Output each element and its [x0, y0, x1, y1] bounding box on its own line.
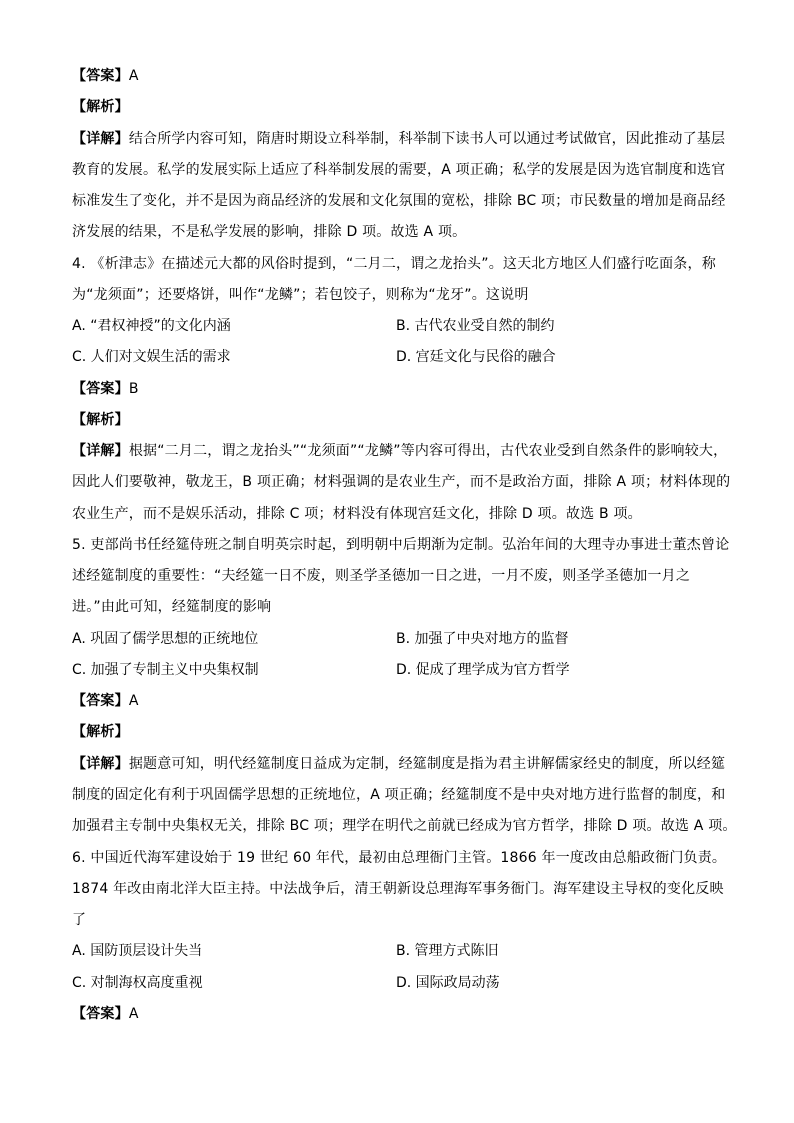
answer-value: B	[128, 381, 139, 397]
answer-tag: 【答案】	[72, 1006, 129, 1022]
detail-5-line-2: 制度的固定化有利于巩固儒学思想的正统地位，A 项正确；经筵制度不是中央对地方进行监督的制度，和	[72, 787, 726, 803]
answer-value: A	[128, 1006, 139, 1022]
question-5-option-b: B. 加强了中央对地方的监督	[396, 631, 569, 647]
answer-line-6	[72, 1004, 732, 1024]
analysis-tag: 【解析】	[72, 412, 129, 428]
answer-tag: 【答案】	[72, 693, 129, 709]
question-4-option-c: C. 人们对文娱生活的需求	[72, 349, 231, 365]
question-4-option-a: A. “君权神授”的文化内涵	[72, 318, 231, 334]
analysis-heading-3	[72, 97, 732, 117]
answer-line-3	[72, 66, 732, 86]
answer-line-5	[72, 691, 732, 711]
detail-5-line-1	[72, 754, 732, 774]
detail-text: 根据“二月二，谓之龙抬头”“龙须面”“龙鳞”等内容可得出，古代农业受到自然条件的影响较大，	[128, 443, 728, 459]
analysis-heading-5	[72, 722, 732, 742]
answer-line-4	[72, 379, 732, 399]
detail-tag: 【详解】	[72, 756, 129, 772]
detail-3-line-3: 标准发生了变化，并不是因为商品经济的发展和文化氛围的宽松，排除 BC 项；市民数量的增加是商品经	[72, 193, 726, 209]
detail-text: 结合所学内容可知，隋唐时期设立科举制，科举制下读书人可以通过考试做官，因此推动了基层	[128, 131, 726, 147]
question-5-option-d: D. 促成了理学成为官方哲学	[396, 662, 570, 678]
question-5-stem-line-2: 述经筵制度的重要性：“夫经筵一日不废，则圣学圣德加一日之进，一月不废，则圣学圣德加一月之	[72, 568, 691, 584]
question-4-option-b: B. 古代农业受自然的制约	[396, 318, 555, 334]
answer-tag: 【答案】	[72, 381, 129, 397]
answer-value: A	[128, 68, 139, 84]
detail-text: 据题意可知，明代经筵制度日益成为定制，经筵制度是指为君主讲解儒家经史的制度，所以经筵	[128, 756, 726, 772]
question-6-option-c: C. 对制海权高度重视	[72, 975, 203, 991]
question-5-option-c: C. 加强了专制主义中央集权制	[72, 662, 259, 678]
question-5-stem-line-3: 进。”由此可知，经筵制度的影响	[72, 599, 272, 615]
question-5-stem-line-1: 5. 吏部尚书任经筵侍班之制自明英宗时起，到明朝中后期渐为定制。弘治年间的大理寺办事进士董杰曾论	[72, 537, 730, 553]
detail-3-line-2: 教育的发展。私学的发展实际上适应了科举制发展的需要，A 项正确；私学的发展是因为选官制度和选官	[72, 162, 726, 178]
detail-tag: 【详解】	[72, 131, 129, 147]
question-4-stem-line-2: 为“龙须面”；还要烙饼，叫作“龙鳞”；若包饺子，则称为“龙牙”。这说明	[72, 287, 529, 303]
detail-4-line-1	[72, 441, 732, 461]
question-6-option-b: B. 管理方式陈旧	[396, 943, 499, 959]
detail-5-line-3: 加强君主专制中央集权无关，排除 BC 项；理学在明代之前就已经成为官方哲学，排除 D 项。故选 A 项。	[72, 818, 737, 834]
question-5-option-a: A. 巩固了儒学思想的正统地位	[72, 631, 259, 647]
question-6-stem-line-1: 6. 中国近代海军建设始于 19 世纪 60 年代，最初由总理衙门主管。1866 年一度改由总船政衙门负责。	[72, 850, 727, 866]
answer-value: A	[128, 693, 139, 709]
question-6-option-d: D. 国际政局动荡	[396, 975, 500, 991]
detail-3-line-4: 济发展的结果，不是私学发展的影响，排除 D 项。故选 A 项。	[72, 224, 467, 240]
question-6-option-a: A. 国防顶层设计失当	[72, 943, 203, 959]
question-4-option-d: D. 宫廷文化与民俗的融合	[396, 349, 556, 365]
detail-3-line-1	[72, 129, 732, 149]
analysis-tag: 【解析】	[72, 99, 129, 115]
answer-tag: 【答案】	[72, 68, 129, 84]
question-6-stem-line-3: 了	[72, 912, 87, 928]
analysis-tag: 【解析】	[72, 724, 129, 740]
analysis-heading-4	[72, 410, 732, 430]
question-6-stem-line-2: 1874 年改由南北洋大臣主持。中法战争后，清王朝新设总理海军事务衙门。海军建设主导权的变化反映	[72, 881, 724, 897]
detail-4-line-2: 因此人们要敬神，敬龙王，B 项正确；材料强调的是农业生产，而不是政治方面，排除 A 项；材料体现的	[72, 474, 731, 490]
detail-4-line-3: 农业生产，而不是娱乐活动，排除 C 项；材料没有体现宫廷文化，排除 D 项。故选 B 项。	[72, 506, 642, 522]
question-4-stem-line-1: 4. 《析津志》在描述元大都的风俗时提到，“二月二，谓之龙抬头”。这天北方地区人们盛行吃面条，称	[72, 256, 716, 272]
detail-tag: 【详解】	[72, 443, 129, 459]
